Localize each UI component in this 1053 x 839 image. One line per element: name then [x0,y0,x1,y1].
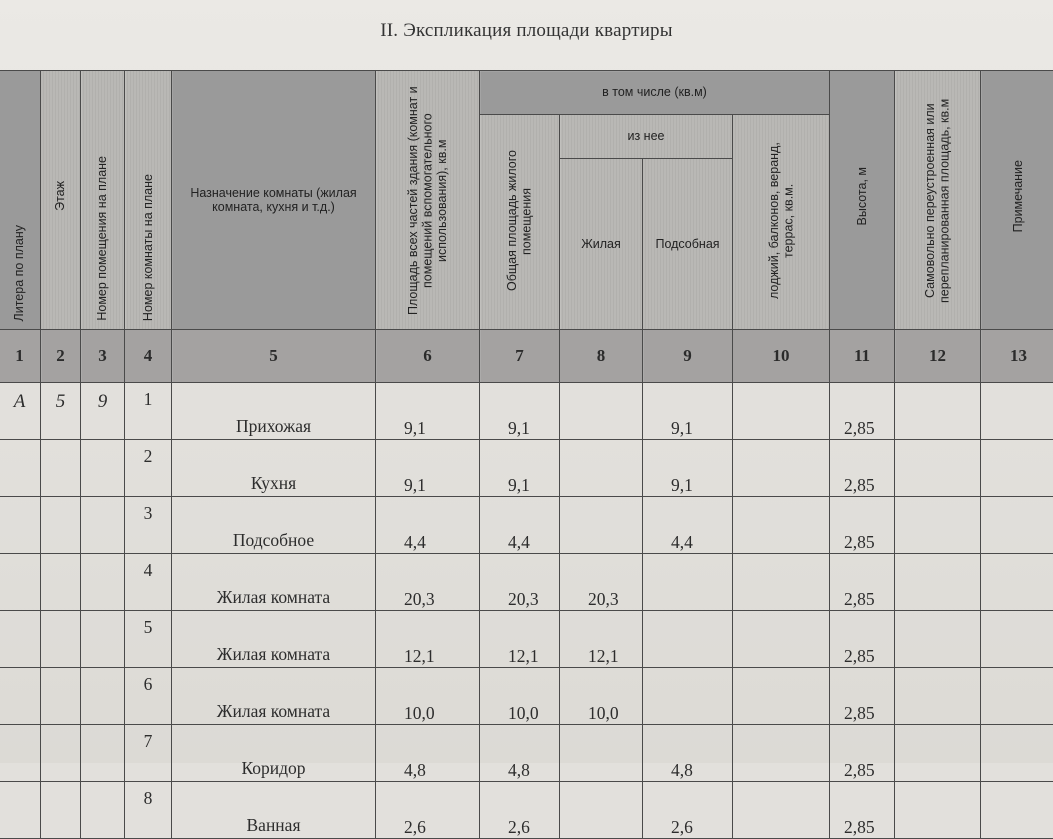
header-floor: Этаж [41,71,81,330]
column-number: 6 [376,330,480,383]
header-note: Примечание [981,71,1053,330]
balcony-area-cell [733,554,830,611]
column-number-row [0,330,1053,383]
height-cell: 2,85 [830,782,895,839]
column-number: 9 [643,330,733,383]
room-number-cell: 2 [125,440,172,497]
note-cell [981,383,1053,440]
litera-cell [0,440,41,497]
column-number: 5 [172,330,376,383]
room-name-cell: Кухня [172,440,376,497]
room-number-cell: 5 [125,611,172,668]
balcony-area-cell [733,782,830,839]
table-row [0,611,1053,668]
room-name-cell: Подсобное [172,497,376,554]
litera-cell: А [0,383,41,440]
unauthorized-area-cell [895,497,981,554]
note-cell [981,497,1053,554]
auxiliary-area-cell: 9,1 [643,383,733,440]
note-cell [981,725,1053,782]
header-living: Жилая [560,159,643,330]
apartment-cell [81,725,125,782]
room-name-cell: Жилая комната [172,668,376,725]
height-cell: 2,85 [830,383,895,440]
total-area-cell: 9,1 [376,440,480,497]
room-name-cell: Жилая комната [172,554,376,611]
height-cell: 2,85 [830,611,895,668]
header-height: Высота, м [830,71,895,330]
litera-cell [0,611,41,668]
room-number-cell: 8 [125,782,172,839]
balcony-area-cell [733,668,830,725]
header-general-area: Общая площадь жилого помещения [480,115,560,330]
height-cell: 2,85 [830,668,895,725]
litera-cell [0,668,41,725]
auxiliary-area-cell: 9,1 [643,440,733,497]
height-cell: 2,85 [830,440,895,497]
general-area-cell: 4,8 [480,725,560,782]
general-area-cell: 10,0 [480,668,560,725]
note-cell [981,611,1053,668]
apartment-cell [81,497,125,554]
note-cell [981,440,1053,497]
header-including-group: в том числе (кв.м) [480,71,830,115]
table-row [0,383,1053,440]
apartment-cell [81,554,125,611]
floor-cell [41,440,81,497]
living-area-cell [560,497,643,554]
column-number: 8 [560,330,643,383]
column-number: 10 [733,330,830,383]
general-area-cell: 4,4 [480,497,560,554]
balcony-area-cell [733,725,830,782]
header-unauthorized-area: Самовольно переустроенная или перепланированная площадь, кв.м [895,71,981,330]
living-area-cell [560,383,643,440]
total-area-cell: 4,4 [376,497,480,554]
room-number-cell: 1 [125,383,172,440]
auxiliary-area-cell: 4,4 [643,497,733,554]
total-area-cell: 9,1 [376,383,480,440]
room-name-cell: Жилая комната [172,611,376,668]
total-area-cell: 10,0 [376,668,480,725]
floor-cell [41,497,81,554]
auxiliary-area-cell [643,611,733,668]
height-cell: 2,85 [830,725,895,782]
unauthorized-area-cell [895,725,981,782]
total-area-cell: 4,8 [376,725,480,782]
column-number: 1 [0,330,41,383]
general-area-cell: 2,6 [480,782,560,839]
header-total-area: Площадь всех частей здания (комнат и помещений вспомогательного использования), кв.м [376,71,480,330]
floor-cell [41,782,81,839]
balcony-area-cell [733,611,830,668]
total-area-cell: 2,6 [376,782,480,839]
header-balconies: лоджий, балконов, веранд, террас, кв.м. [733,115,830,330]
unauthorized-area-cell [895,440,981,497]
explication-table [0,70,1053,839]
unauthorized-area-cell [895,554,981,611]
litera-cell [0,554,41,611]
header-apartment-number: Номер помещения на плане [81,71,125,330]
header-room-number: Номер комнаты на плане [125,71,172,330]
apartment-cell: 9 [81,383,125,440]
header-of-which-group: из нее [560,115,733,159]
room-name-cell: Ванная [172,782,376,839]
auxiliary-area-cell: 4,8 [643,725,733,782]
living-area-cell [560,440,643,497]
column-number: 2 [41,330,81,383]
room-name-cell: Прихожая [172,383,376,440]
apartment-cell [81,782,125,839]
header-auxiliary: Подсобная [643,159,733,330]
apartment-cell [81,611,125,668]
auxiliary-area-cell: 2,6 [643,782,733,839]
note-cell [981,668,1053,725]
floor-cell [41,611,81,668]
note-cell [981,554,1053,611]
room-number-cell: 3 [125,497,172,554]
column-number: 4 [125,330,172,383]
balcony-area-cell [733,497,830,554]
room-name-cell: Коридор [172,725,376,782]
column-number: 13 [981,330,1053,383]
table-row [0,782,1053,839]
total-area-cell: 20,3 [376,554,480,611]
note-cell [981,782,1053,839]
room-number-cell: 7 [125,725,172,782]
unauthorized-area-cell [895,383,981,440]
unauthorized-area-cell [895,668,981,725]
table-row [0,440,1053,497]
header-litera: Литера по плану [0,71,41,330]
living-area-cell: 20,3 [560,554,643,611]
document-title: II. Экспликация площади квартиры [0,20,1053,42]
table-row [0,497,1053,554]
column-number: 3 [81,330,125,383]
living-area-cell: 12,1 [560,611,643,668]
balcony-area-cell [733,383,830,440]
unauthorized-area-cell [895,782,981,839]
living-area-cell: 10,0 [560,668,643,725]
column-number: 11 [830,330,895,383]
table-row [0,554,1053,611]
auxiliary-area-cell [643,668,733,725]
total-area-cell: 12,1 [376,611,480,668]
living-area-cell [560,725,643,782]
litera-cell [0,497,41,554]
apartment-cell [81,440,125,497]
height-cell: 2,85 [830,497,895,554]
litera-cell [0,725,41,782]
table-row [0,668,1053,725]
height-cell: 2,85 [830,554,895,611]
column-number: 7 [480,330,560,383]
header-room-purpose: Назначение комнаты (жилая комната, кухня и т.д.) [172,71,376,330]
general-area-cell: 9,1 [480,440,560,497]
room-number-cell: 6 [125,668,172,725]
general-area-cell: 20,3 [480,554,560,611]
unauthorized-area-cell [895,611,981,668]
floor-cell [41,554,81,611]
auxiliary-area-cell [643,554,733,611]
living-area-cell [560,782,643,839]
floor-cell [41,668,81,725]
column-number: 12 [895,330,981,383]
apartment-cell [81,668,125,725]
balcony-area-cell [733,440,830,497]
general-area-cell: 12,1 [480,611,560,668]
floor-cell: 5 [41,383,81,440]
general-area-cell: 9,1 [480,383,560,440]
litera-cell [0,782,41,839]
table-row [0,725,1053,782]
room-number-cell: 4 [125,554,172,611]
floor-cell [41,725,81,782]
